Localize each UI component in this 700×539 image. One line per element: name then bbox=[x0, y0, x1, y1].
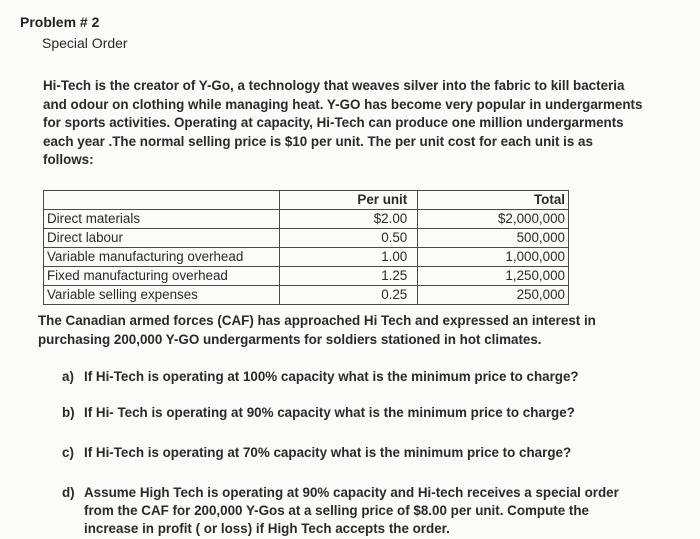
header-per-unit: Per unit bbox=[280, 191, 418, 210]
question-text: If Hi- Tech is operating at 90% capacity what is the minimum price to charge? bbox=[84, 405, 575, 420]
question-b bbox=[62, 404, 642, 422]
row-per-unit: 1.00 bbox=[280, 248, 418, 267]
row-total: 1,250,000 bbox=[418, 267, 569, 286]
question-d bbox=[62, 484, 642, 536]
caf-paragraph: The Canadian armed forces (CAF) has approached Hi Tech and expressed an interest in purchasing 200,000 Y-GO undergarments for soldiers stationed in hot climates. bbox=[38, 313, 596, 347]
row-per-unit: 0.25 bbox=[280, 286, 418, 305]
header-total: Total bbox=[418, 191, 569, 210]
row-item: Variable manufacturing overhead bbox=[44, 248, 280, 267]
table-header-row bbox=[44, 191, 569, 210]
question-a bbox=[62, 368, 642, 386]
problem-subtitle: Special Order bbox=[42, 35, 128, 51]
row-total: $2,000,000 bbox=[418, 210, 569, 229]
row-item: Direct labour bbox=[44, 229, 280, 248]
header-item bbox=[44, 191, 280, 210]
question-label: c) bbox=[62, 445, 74, 460]
question-c bbox=[62, 444, 642, 462]
cost-table bbox=[43, 190, 569, 305]
table-row bbox=[44, 229, 569, 248]
row-item: Direct materials bbox=[44, 210, 280, 229]
problem-title: Problem # 2 bbox=[20, 14, 100, 30]
row-per-unit: 0.50 bbox=[280, 229, 418, 248]
question-text: Assume High Tech is operating at 90% capacity and Hi-tech receives a special order from the CAF for 200,000 Y-Gos at a selling price of $8.00 per unit. Compute the increase in profit ( or loss) if High Tech accepts the order. bbox=[84, 485, 619, 536]
row-per-unit: 1.25 bbox=[280, 267, 418, 286]
question-label: d) bbox=[62, 485, 75, 500]
question-text: If Hi-Tech is operating at 70% capacity what is the minimum price to charge? bbox=[84, 445, 572, 460]
row-item: Variable selling expenses bbox=[44, 286, 280, 305]
row-item: Fixed manufacturing overhead bbox=[44, 267, 280, 286]
table-row bbox=[44, 267, 569, 286]
table-row bbox=[44, 248, 569, 267]
table-row bbox=[44, 286, 569, 305]
row-total: 500,000 bbox=[418, 229, 569, 248]
intro-paragraph: Hi-Tech is the creator of Y-Go, a technology that weaves silver into the fabric to kill bacteria and odour on clothing while managing heat. Y-GO has become very popular in undergarments for sports activities. Operating at capacity, Hi-Tech can produce one million undergarments each year .The normal selling price is $10 per unit. The per unit cost for each unit is as follows: bbox=[43, 78, 643, 167]
row-total: 1,000,000 bbox=[418, 248, 569, 267]
row-total: 250,000 bbox=[418, 286, 569, 305]
question-label: b) bbox=[62, 405, 75, 420]
question-label: a) bbox=[62, 369, 74, 384]
row-per-unit: $2.00 bbox=[280, 210, 418, 229]
table-row bbox=[44, 210, 569, 229]
question-text: If Hi-Tech is operating at 100% capacity what is the minimum price to charge? bbox=[84, 369, 579, 384]
